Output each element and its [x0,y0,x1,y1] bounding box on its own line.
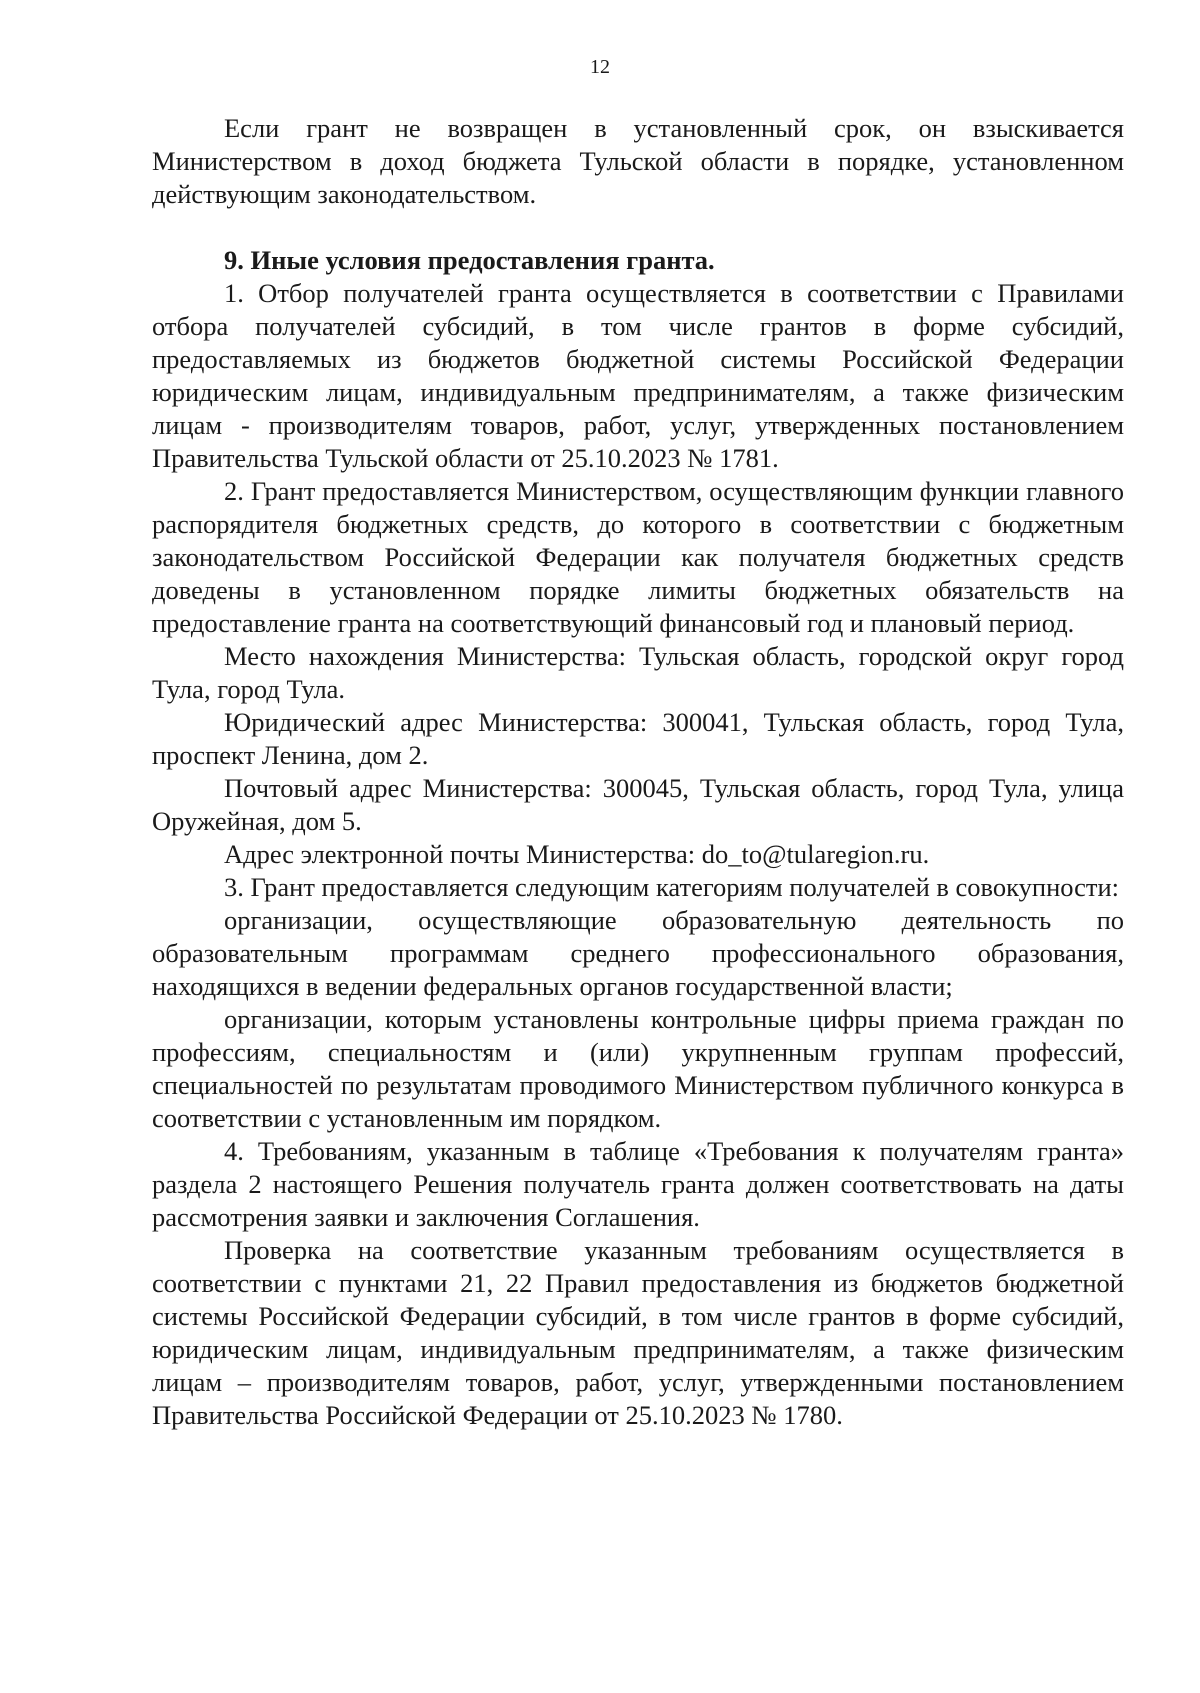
paragraph-category-1: организации, осуществляющие образовательную деятельность по образовательным программам среднего профессионального образования, находящихся в ведении федеральных органов государственной власти; [152,905,1124,1001]
paragraph-item-3: 3. Грант предоставляется следующим категориям получателей в совокупности: [224,872,1120,902]
paragraph-item-1: 1. Отбор получателей гранта осуществляется в соответствии с Правилами отбора получателей субсидий, в том числе грантов в форме субсидий, предоставляемых из бюджетов бюджетной системы Российской Федерации юридическим лицам, индивидуальным предпринимателям, а также физическим лицам - производителям товаров, работ, услуг, утвержденных постановлением Правительства Тульской области от 25.10.2023 № 1781. [152,278,1124,473]
paragraph-email: Адрес электронной почты Министерства: do_to@tularegion.ru. [224,839,930,869]
paragraph-item-2: 2. Грант предоставляется Министерством, осуществляющим функции главного распорядителя бюджетных средств, до которого в соответствии с бюджетным законодательством Российской Федерации как получателя бюджетных средств доведены в установленном порядке лимиты бюджетных обязательств на предоставление гранта на соответствующий финансовый год и плановый период. [152,476,1124,638]
document-body [152,112,1124,1432]
paragraph-category-2: организации, которым установлены контрольные цифры приема граждан по профессиям, специальностям и (или) укрупненным группам профессий, специальностей по результатам проводимого Министерством публичного конкурса в соответствии с установленным им порядком. [152,1004,1124,1133]
paragraph-location: Место нахождения Министерства: Тульская область, городской округ город Тула, город Тула. [152,641,1124,704]
paragraph-verification: Проверка на соответствие указанным требованиям осуществляется в соответствии с пунктами 21, 22 Правил предоставления из бюджетов бюджетной системы Российской Федерации субсидий, в том числе грантов в форме субсидий, юридическим лицам, индивидуальным предпринимателям, а также физическим лицам – производителям товаров, работ, услуг, утвержденными постановлением Правительства Российской Федерации от 25.10.2023 № 1780. [152,1235,1124,1430]
section-heading: 9. Иные условия предоставления гранта. [224,245,715,275]
paragraph-postal-address: Почтовый адрес Министерства: 300045, Тульская область, город Тула, улица Оружейная, дом 5. [152,773,1124,836]
paragraph-item-4: 4. Требованиям, указанным в таблице «Требования к получателям гранта» раздела 2 настоящего Решения получатель гранта должен соответствовать на даты рассмотрения заявки и заключения Соглашения. [152,1136,1124,1232]
paragraph-legal-address: Юридический адрес Министерства: 300041, Тульская область, город Тула, проспект Ленина, дом 2. [152,707,1124,770]
page-number: 12 [590,56,610,78]
paragraph-grant-recovery: Если грант не возвращен в установленный срок, он взыскивается Министерством в доход бюджета Тульской области в порядке, установленном действующим законодательством. [152,113,1124,209]
